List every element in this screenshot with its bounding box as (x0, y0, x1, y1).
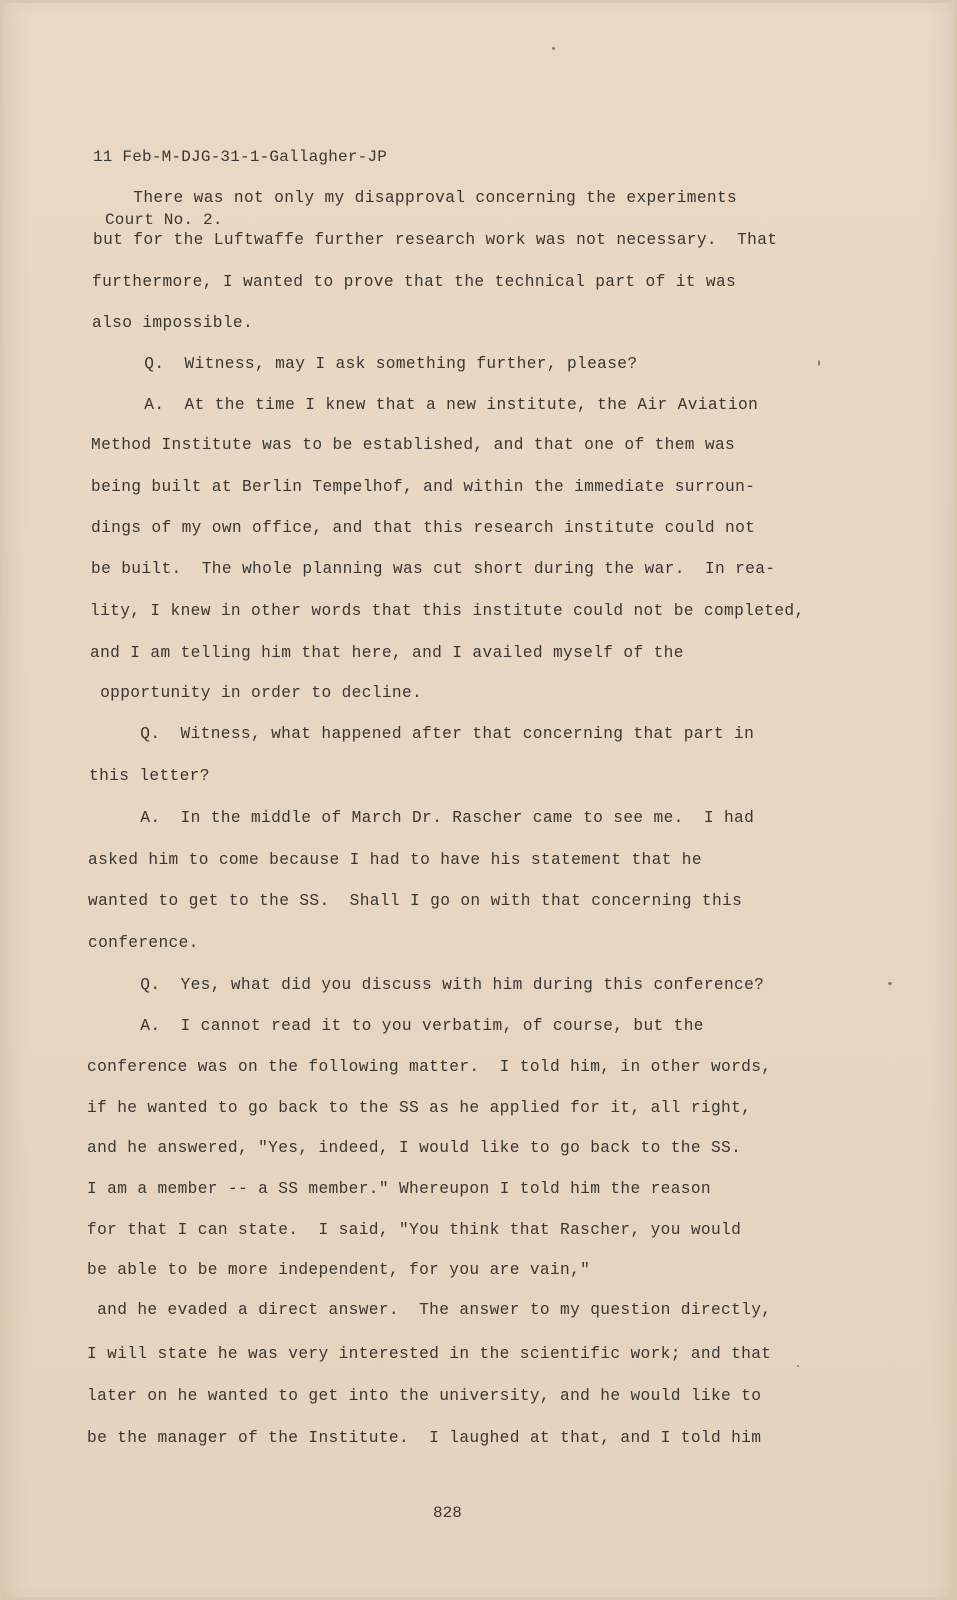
text-line: A. In the middle of March Dr. Rascher came to see me. I had (100, 809, 755, 827)
text-line: There was not only my disapproval concerning the experiments (93, 189, 738, 207)
text-line: and I am telling him that here, and I availed myself of the (90, 644, 684, 662)
text-line: also impossible. (92, 314, 254, 332)
text-line: and he evaded a direct answer. The answer to my question directly, (87, 1301, 772, 1319)
text-line: conference was on the following matter. I told him, in other words, (87, 1058, 772, 1076)
text-line: asked him to come because I had to have his statement that he (88, 851, 702, 869)
header-case-reference: 11 Feb-M-DJG-31-1-Gallagher-JP (93, 148, 388, 166)
text-line: this letter? (89, 767, 210, 785)
text-line: but for the Luftwaffe further research work was not necessary. That (93, 231, 778, 249)
text-line: and he answered, "Yes, indeed, I would like to go back to the SS. (87, 1139, 742, 1157)
text-line: wanted to get to the SS. Shall I go on with that concerning this (88, 892, 743, 910)
text-line: be built. The whole planning was cut short during the war. In rea- (91, 560, 776, 578)
text-line: Method Institute was to be established, and that one of them was (91, 436, 736, 454)
text-line: be able to be more independent, for you are vain," (87, 1261, 591, 1279)
text-line: lity, I knew in other words that this institute could not be completed, (90, 602, 805, 620)
text-line: be the manager of the Institute. I laughed at that, and I told him (87, 1429, 762, 1447)
page-number: 828 (433, 1504, 462, 1522)
text-line: later on he wanted to get into the university, and he would like to (87, 1387, 762, 1405)
text-line: conference. (88, 934, 199, 952)
text-line: dings of my own office, and that this research institute could not (91, 519, 756, 537)
text-line: A. I cannot read it to you verbatim, of course, but the (100, 1017, 704, 1035)
paper-speck (888, 982, 892, 985)
text-line: Q. Witness, what happened after that concerning that part in (100, 725, 755, 743)
text-line: opportunity in order to decline. (90, 684, 423, 702)
text-line: if he wanted to go back to the SS as he applied for it, all right, (87, 1099, 752, 1117)
text-line: A. At the time I knew that a new institute, the Air Aviation (104, 396, 759, 414)
paper-speck (818, 360, 820, 366)
text-line: Q. Witness, may I ask something further, please? (104, 355, 638, 373)
paper-speck (552, 47, 555, 50)
paper-speck (797, 1365, 799, 1367)
text-line: Q. Yes, what did you discuss with him during this conference? (100, 976, 765, 994)
text-line: I am a member -- a SS member." Whereupon I told him the reason (87, 1180, 711, 1198)
header-court-number: Court No. 2. (105, 211, 223, 229)
text-line: for that I can state. I said, "You think that Rascher, you would (87, 1221, 742, 1239)
text-line: being built at Berlin Tempelhof, and within the immediate surroun- (91, 478, 756, 496)
text-line: I will state he was very interested in the scientific work; and that (87, 1345, 772, 1363)
text-line: furthermore, I wanted to prove that the technical part of it was (92, 273, 737, 291)
